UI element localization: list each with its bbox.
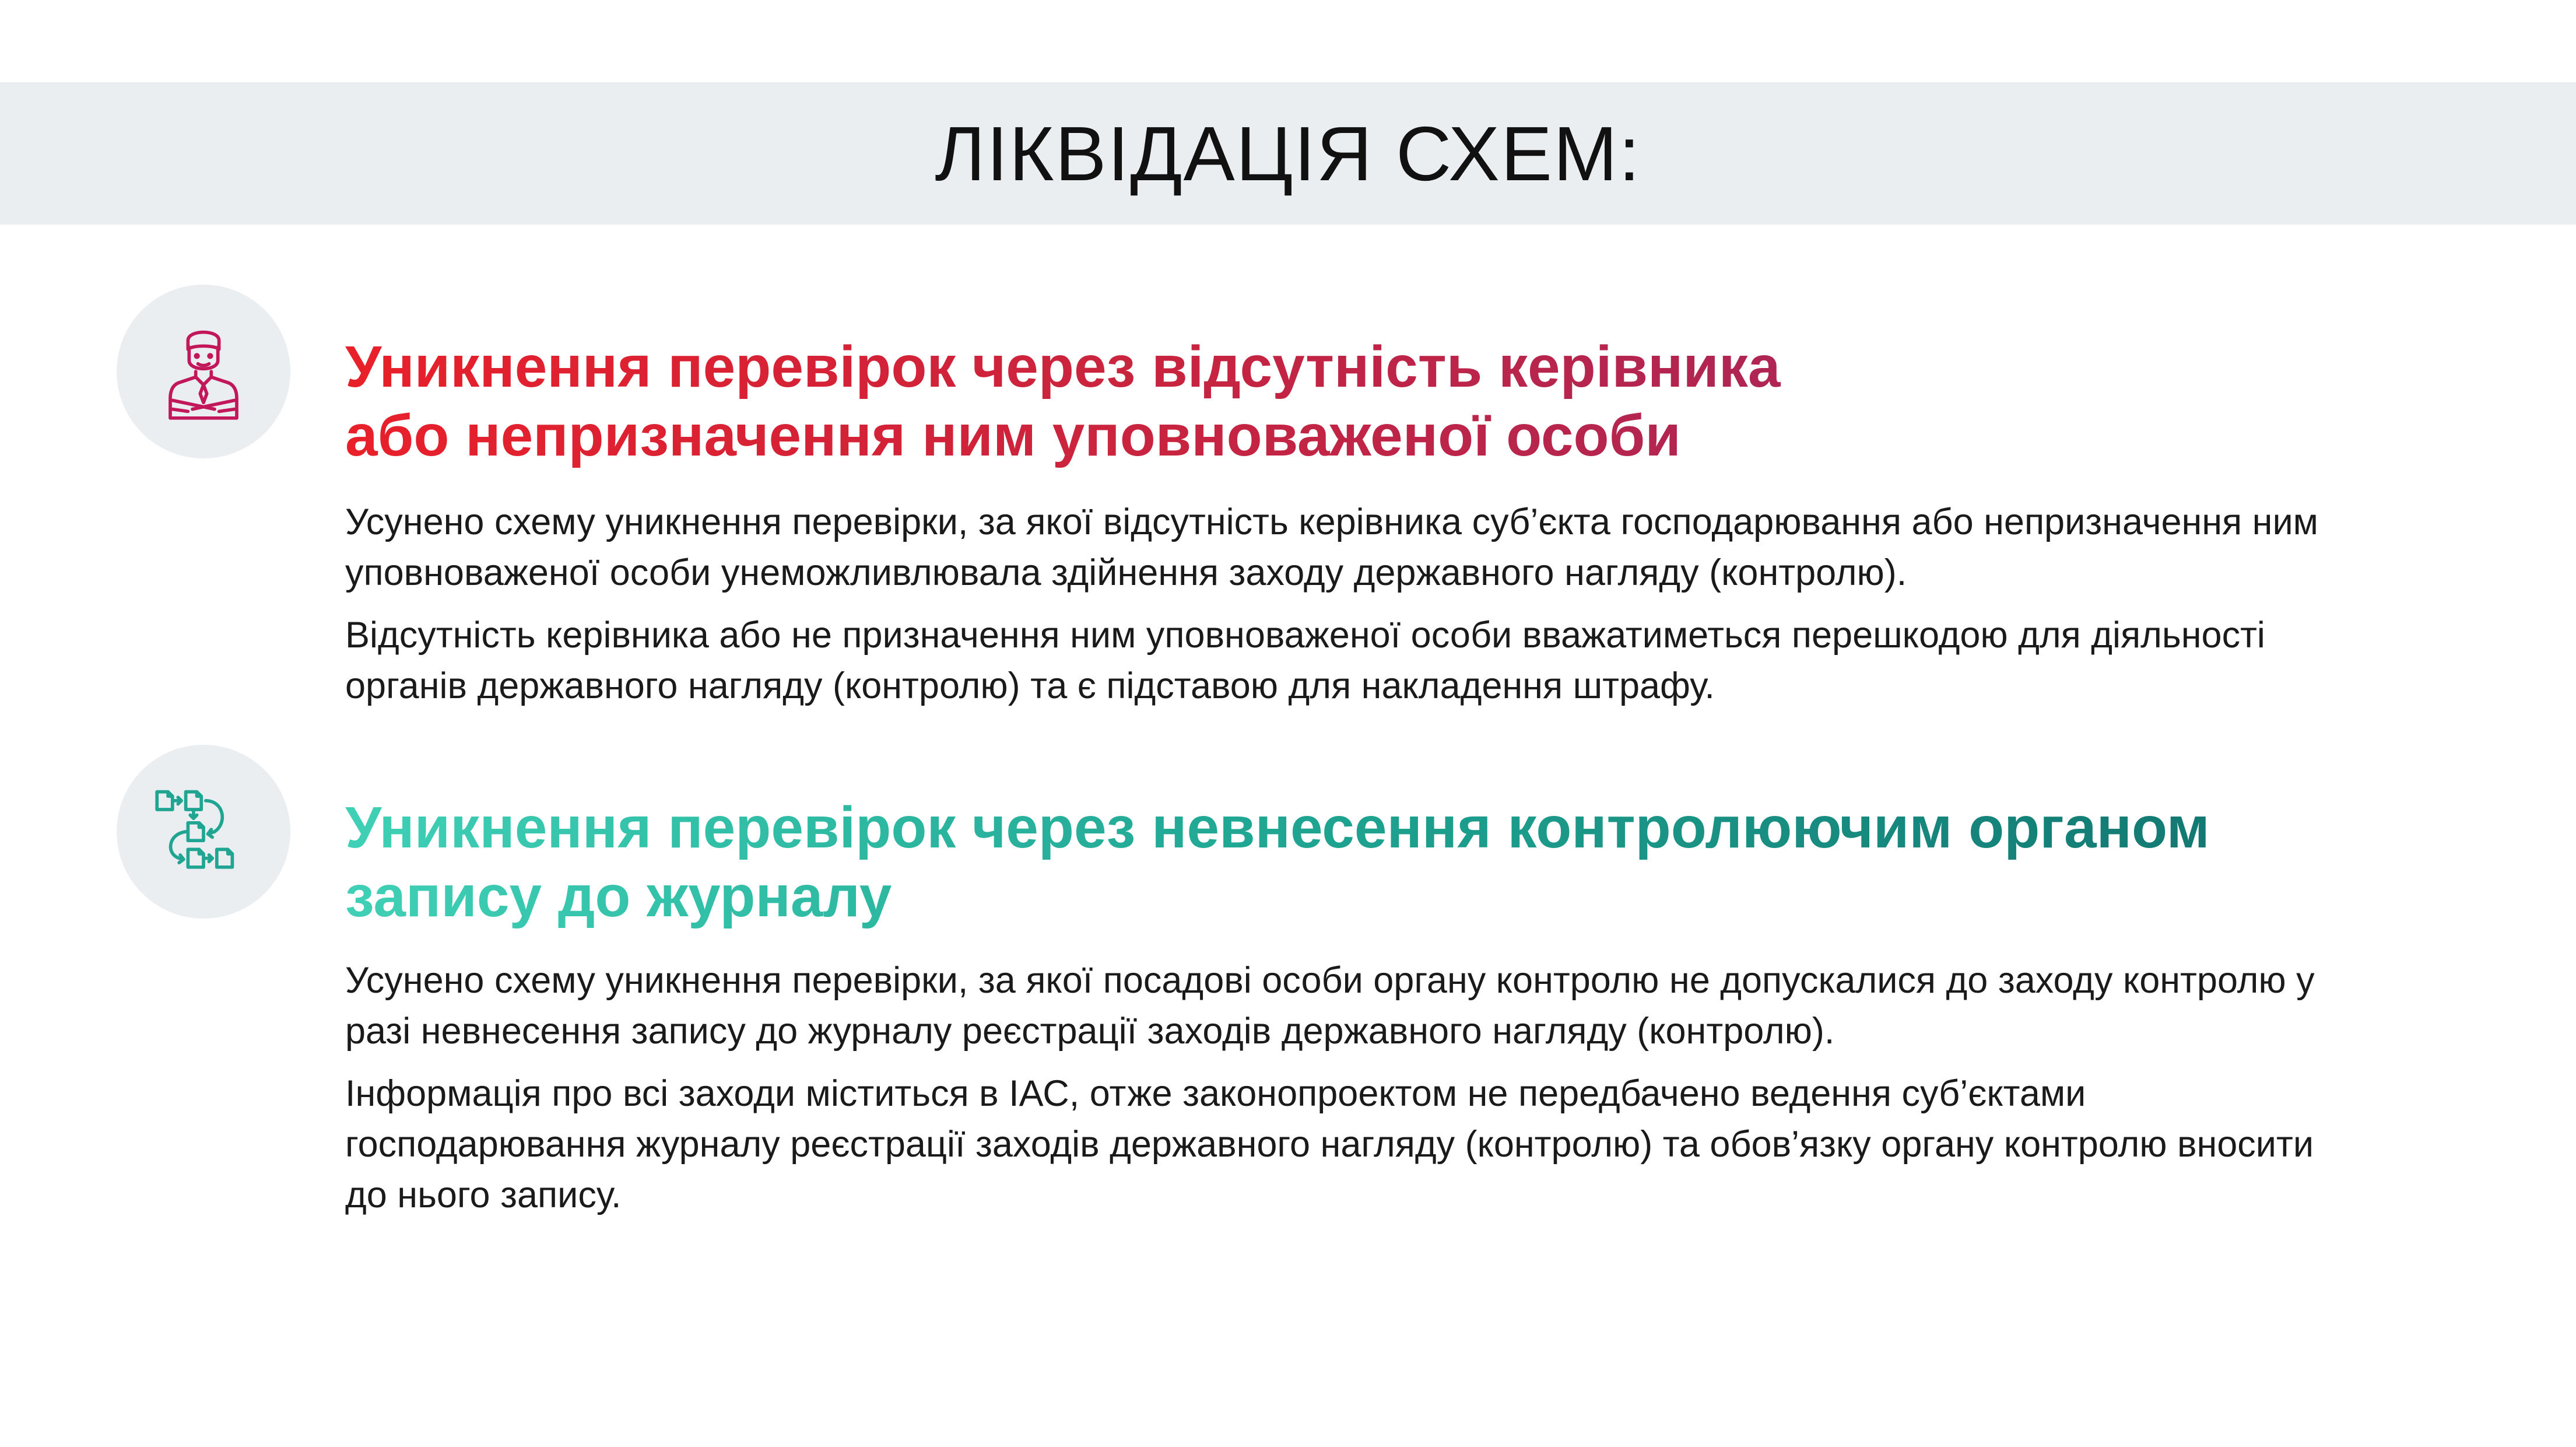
- section-paragraph: [345, 610, 2468, 712]
- section-paragraph: [345, 497, 2468, 598]
- paragraph-line: Інформація про всі заходи міститься в ІАС, отже законопроектом не передбачено ведення суб’єктами: [345, 1073, 2086, 1114]
- header-band: [0, 82, 2576, 225]
- section-title: [345, 793, 2444, 931]
- paragraph-line: органів державного нагляду (контролю) та є підставою для накладення штрафу.: [345, 665, 1715, 706]
- section-title-line: запису до журналу: [345, 864, 892, 929]
- paragraph-line: Усунено схему уникнення перевірки, за якої відсутність керівника суб’єкта господарювання або непризначення ним: [345, 502, 2318, 542]
- document-flow-icon: [148, 776, 259, 887]
- paragraph-line: уповноваженої особи унеможливлювала здійнення заходу державного нагляду (контролю).: [345, 552, 1907, 593]
- paragraph-line: разі невнесення запису до журналу реєстрації заходів державного нагляду (контролю).: [345, 1011, 1835, 1052]
- section-title-line: Уникнення перевірок через невнесення контролюючим органом: [345, 795, 2210, 860]
- manager-icon-circle: [117, 285, 290, 458]
- paragraph-line: Усунено схему уникнення перевірки, за якої посадові особи органу контролю не допускалися до заходу контролю у: [345, 960, 2315, 1001]
- section-title-line: Уникнення перевірок через відсутність керівника: [345, 334, 1781, 400]
- paragraph-line: до нього запису.: [345, 1175, 622, 1215]
- section-title: [345, 332, 2444, 470]
- paragraph-line: Відсутність керівника або не призначення ним уповноваженої особи вважатиметься перешкодою для діяльності: [345, 615, 2265, 656]
- section-paragraph: [345, 955, 2468, 1057]
- section-title-line: або непризначення ним уповноваженої особи: [345, 403, 1681, 468]
- paragraph-line: господарювання журналу реєстрації заходів державного нагляду (контролю) та обов’язку органу контролю вносити: [345, 1124, 2314, 1165]
- manager-person-icon: [148, 316, 259, 427]
- document-flow-icon-circle: [117, 745, 290, 919]
- page-title: ЛІКВІДАЦІЯ СХЕМ:: [935, 110, 1641, 197]
- section-paragraph: [345, 1068, 2468, 1221]
